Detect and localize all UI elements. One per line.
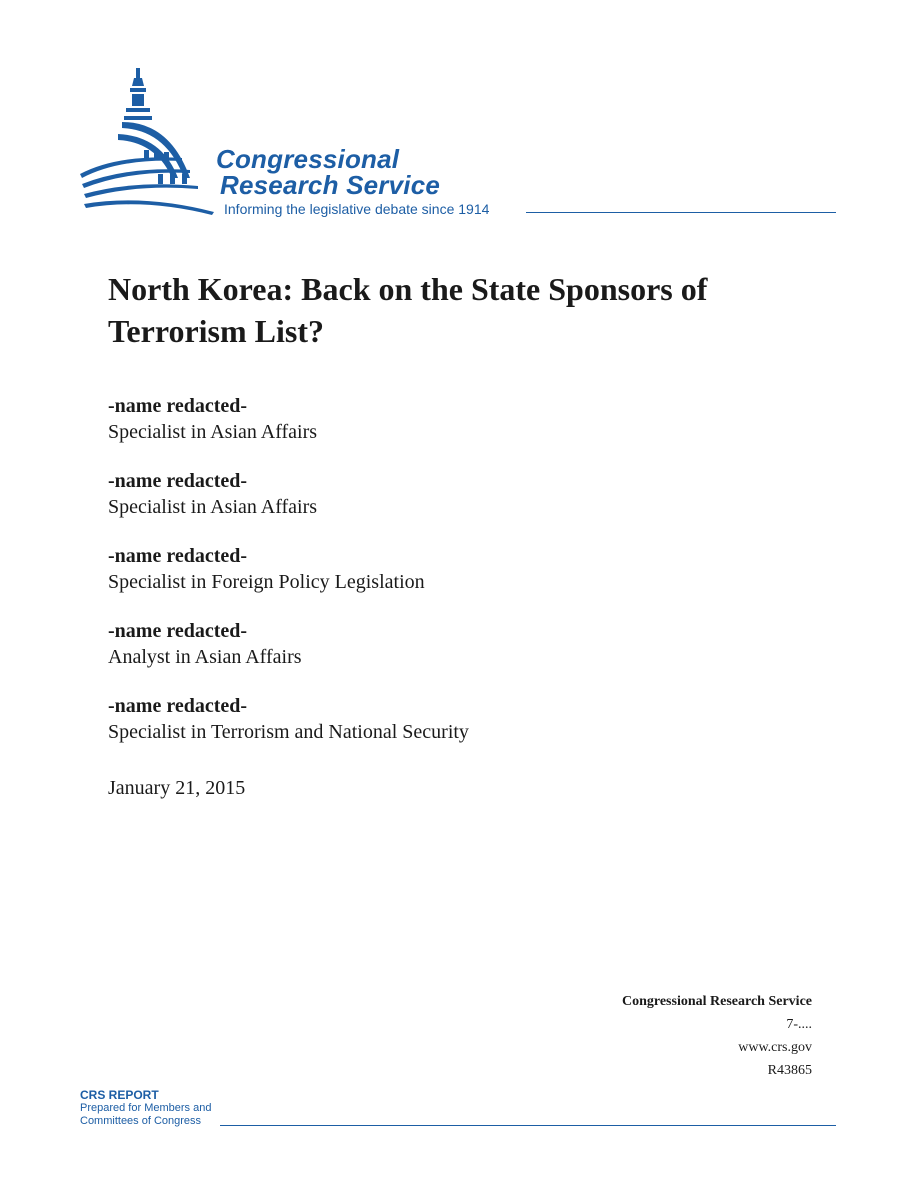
phone-number: 7-.... xyxy=(786,1017,812,1032)
author-name: -name redacted- xyxy=(108,470,248,492)
author-block xyxy=(108,618,708,670)
publication-info xyxy=(622,990,812,1082)
author-role: Analyst in Asian Affairs xyxy=(108,646,302,668)
author-role: Specialist in Asian Affairs xyxy=(108,421,318,443)
author-block xyxy=(108,468,708,520)
author-role: Specialist in Terrorism and National Security xyxy=(108,721,469,743)
brand-name-line2: Research Service xyxy=(220,170,441,200)
author-block xyxy=(108,693,708,745)
document-title: North Korea: Back on the State Sponsors of Terrorism List? xyxy=(108,271,708,349)
tagline: Informing the legislative debate since 1914 xyxy=(224,201,490,217)
report-audience-line1: Prepared for Members and xyxy=(80,1102,212,1114)
publication-date: January 21, 2015 xyxy=(108,777,246,799)
report-audience-line2: Committees of Congress xyxy=(80,1115,202,1127)
tagline-rule xyxy=(526,212,836,213)
author-name: -name redacted- xyxy=(108,395,248,417)
report-number: R43865 xyxy=(767,1063,812,1078)
publisher-name: Congressional Research Service xyxy=(621,994,812,1009)
author-role: Specialist in Foreign Policy Legislation xyxy=(108,571,425,593)
footer-rule xyxy=(220,1125,836,1126)
capitol-dome-icon xyxy=(78,66,218,226)
author-role: Specialist in Asian Affairs xyxy=(108,496,318,518)
author-name: -name redacted- xyxy=(108,545,248,567)
author-name: -name redacted- xyxy=(108,695,248,717)
report-label: CRS REPORT xyxy=(80,1088,159,1102)
crs-logo xyxy=(78,66,838,226)
author-name: -name redacted- xyxy=(108,620,248,642)
author-block xyxy=(108,393,708,445)
website-link[interactable]: www.crs.gov xyxy=(738,1040,812,1055)
author-block xyxy=(108,543,708,595)
brand-name-line1: Congressional xyxy=(216,144,400,174)
crs-report-footer xyxy=(80,1089,211,1128)
